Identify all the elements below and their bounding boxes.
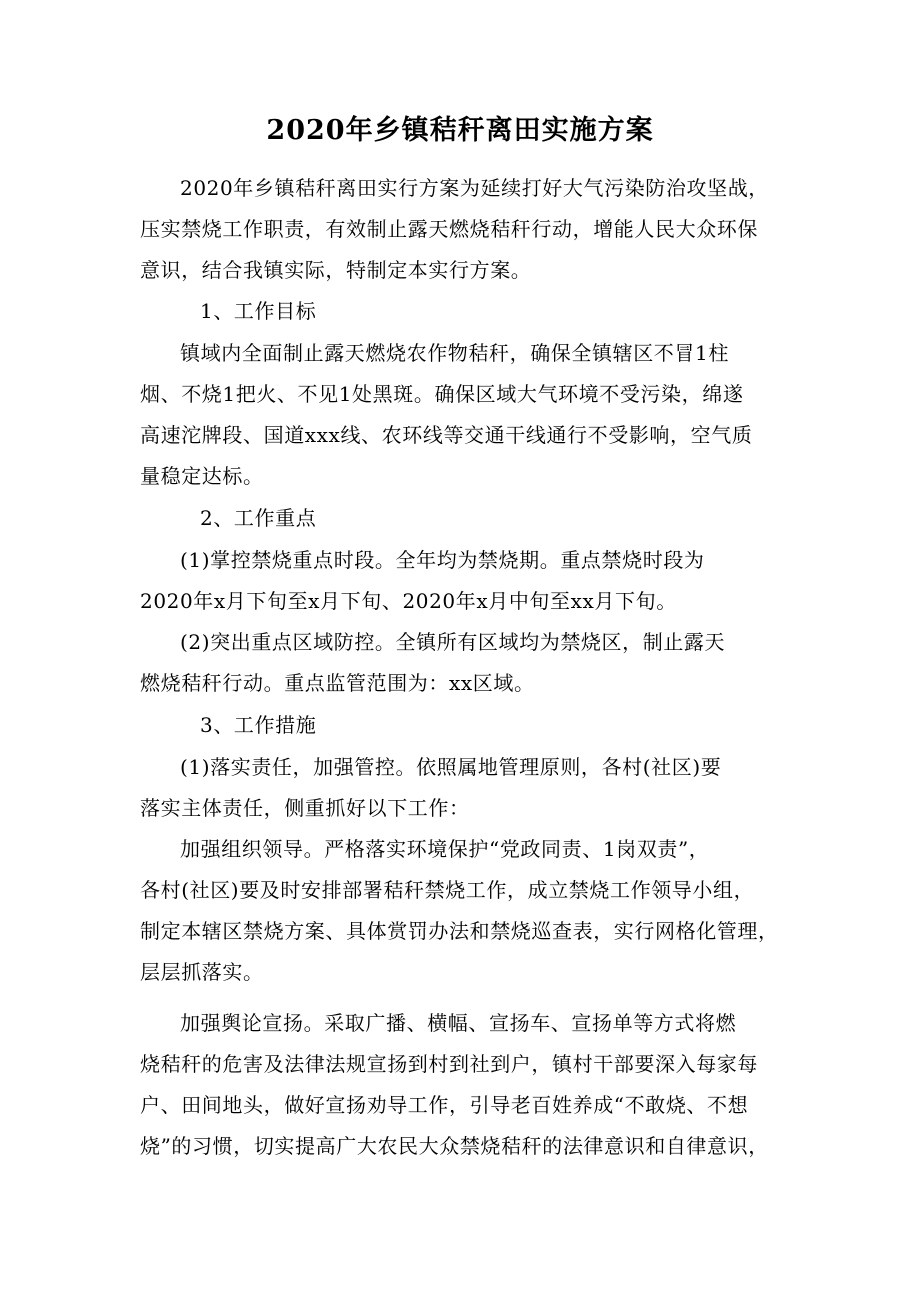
paragraph-measures-responsibility xyxy=(140,747,780,829)
paragraph-publicity xyxy=(140,1003,780,1167)
text-line: (1)掌控禁烧重点时段。全年均为禁烧期。重点禁烧时段为 xyxy=(180,548,705,572)
text-line: 2020年x月下旬至x月下旬、2020年x月中旬至xx月下旬。 xyxy=(140,589,677,613)
text-line: 各村(社区)要及时安排部署秸秆禁烧工作，成立禁烧工作领导小组， xyxy=(140,878,755,902)
text-line: 烟、不烧1把火、不见1处黑斑。确保区域大气环境不受污染，绵遂 xyxy=(140,382,744,406)
text-line: (1)落实责任，加强管控。依照属地管理原则，各村(社区)要 xyxy=(180,755,722,779)
text-line: 落实主体责任，侧重抓好以下工作： xyxy=(140,796,470,820)
text-line: 量稳定达标。 xyxy=(140,464,264,488)
text-line: 烧秸秆的危害及法律法规宣扬到村到社到户，镇村干部要深入每家每 xyxy=(140,1052,758,1076)
paragraph-intro xyxy=(140,168,780,291)
paragraph-focus-areas xyxy=(140,622,780,704)
document-title: 2020年乡镇秸秆离田实施方案 xyxy=(266,115,654,146)
text-line: 加强舆论宣扬。采取广播、横幅、宣扬车、宣扬单等方式将燃 xyxy=(180,1011,737,1035)
text-line: 压实禁烧工作职责，有效制止露天燃烧秸秆行动，增能人民大众环保 xyxy=(140,217,758,241)
text-line: 2020年乡镇秸秆离田实行方案为延续打好大气污染防治攻坚战， xyxy=(180,176,769,200)
text-line: 户、田间地头，做好宣扬劝导工作，引导老百姓养成“不敢烧、不想 xyxy=(140,1093,749,1117)
text-line: 层层抓落实。 xyxy=(140,960,264,984)
text-line: (2)突出重点区域防控。全镇所有区域均为禁烧区，制止露天 xyxy=(180,630,726,654)
text-line: 2、工作重点 xyxy=(200,506,317,530)
text-line: 1、工作目标 xyxy=(200,299,317,323)
section-heading-measures xyxy=(140,705,780,746)
paragraph-organization xyxy=(140,829,780,993)
paragraph-goals xyxy=(140,333,780,497)
text-line: 镇域内全面制止露天燃烧农作物秸秆，确保全镇辖区不冒1柱 xyxy=(180,341,729,365)
paragraph-focus-periods xyxy=(140,540,780,622)
section-heading-focus xyxy=(140,498,780,539)
section-heading-goals xyxy=(140,291,780,332)
text-line: 燃烧秸秆行动。重点监管范围为：xx区域。 xyxy=(140,671,535,695)
text-line: 烧”的习惯，切实提高广大农民大众禁烧秸秆的法律意识和自律意识， xyxy=(140,1134,769,1158)
text-line: 3、工作措施 xyxy=(200,713,317,737)
text-line: 加强组织领导。严格落实环境保护“党政同责、1岗双责”， xyxy=(180,837,710,861)
text-line: 意识，结合我镇实际，特制定本实行方案。 xyxy=(140,258,532,282)
text-line: 高速沱牌段、国道xxx线、农环线等交通干线通行不受影响，空气质 xyxy=(140,423,753,447)
text-line: 制定本辖区禁烧方案、具体赏罚办法和禁烧巡查表，实行网格化管理， xyxy=(140,919,779,943)
